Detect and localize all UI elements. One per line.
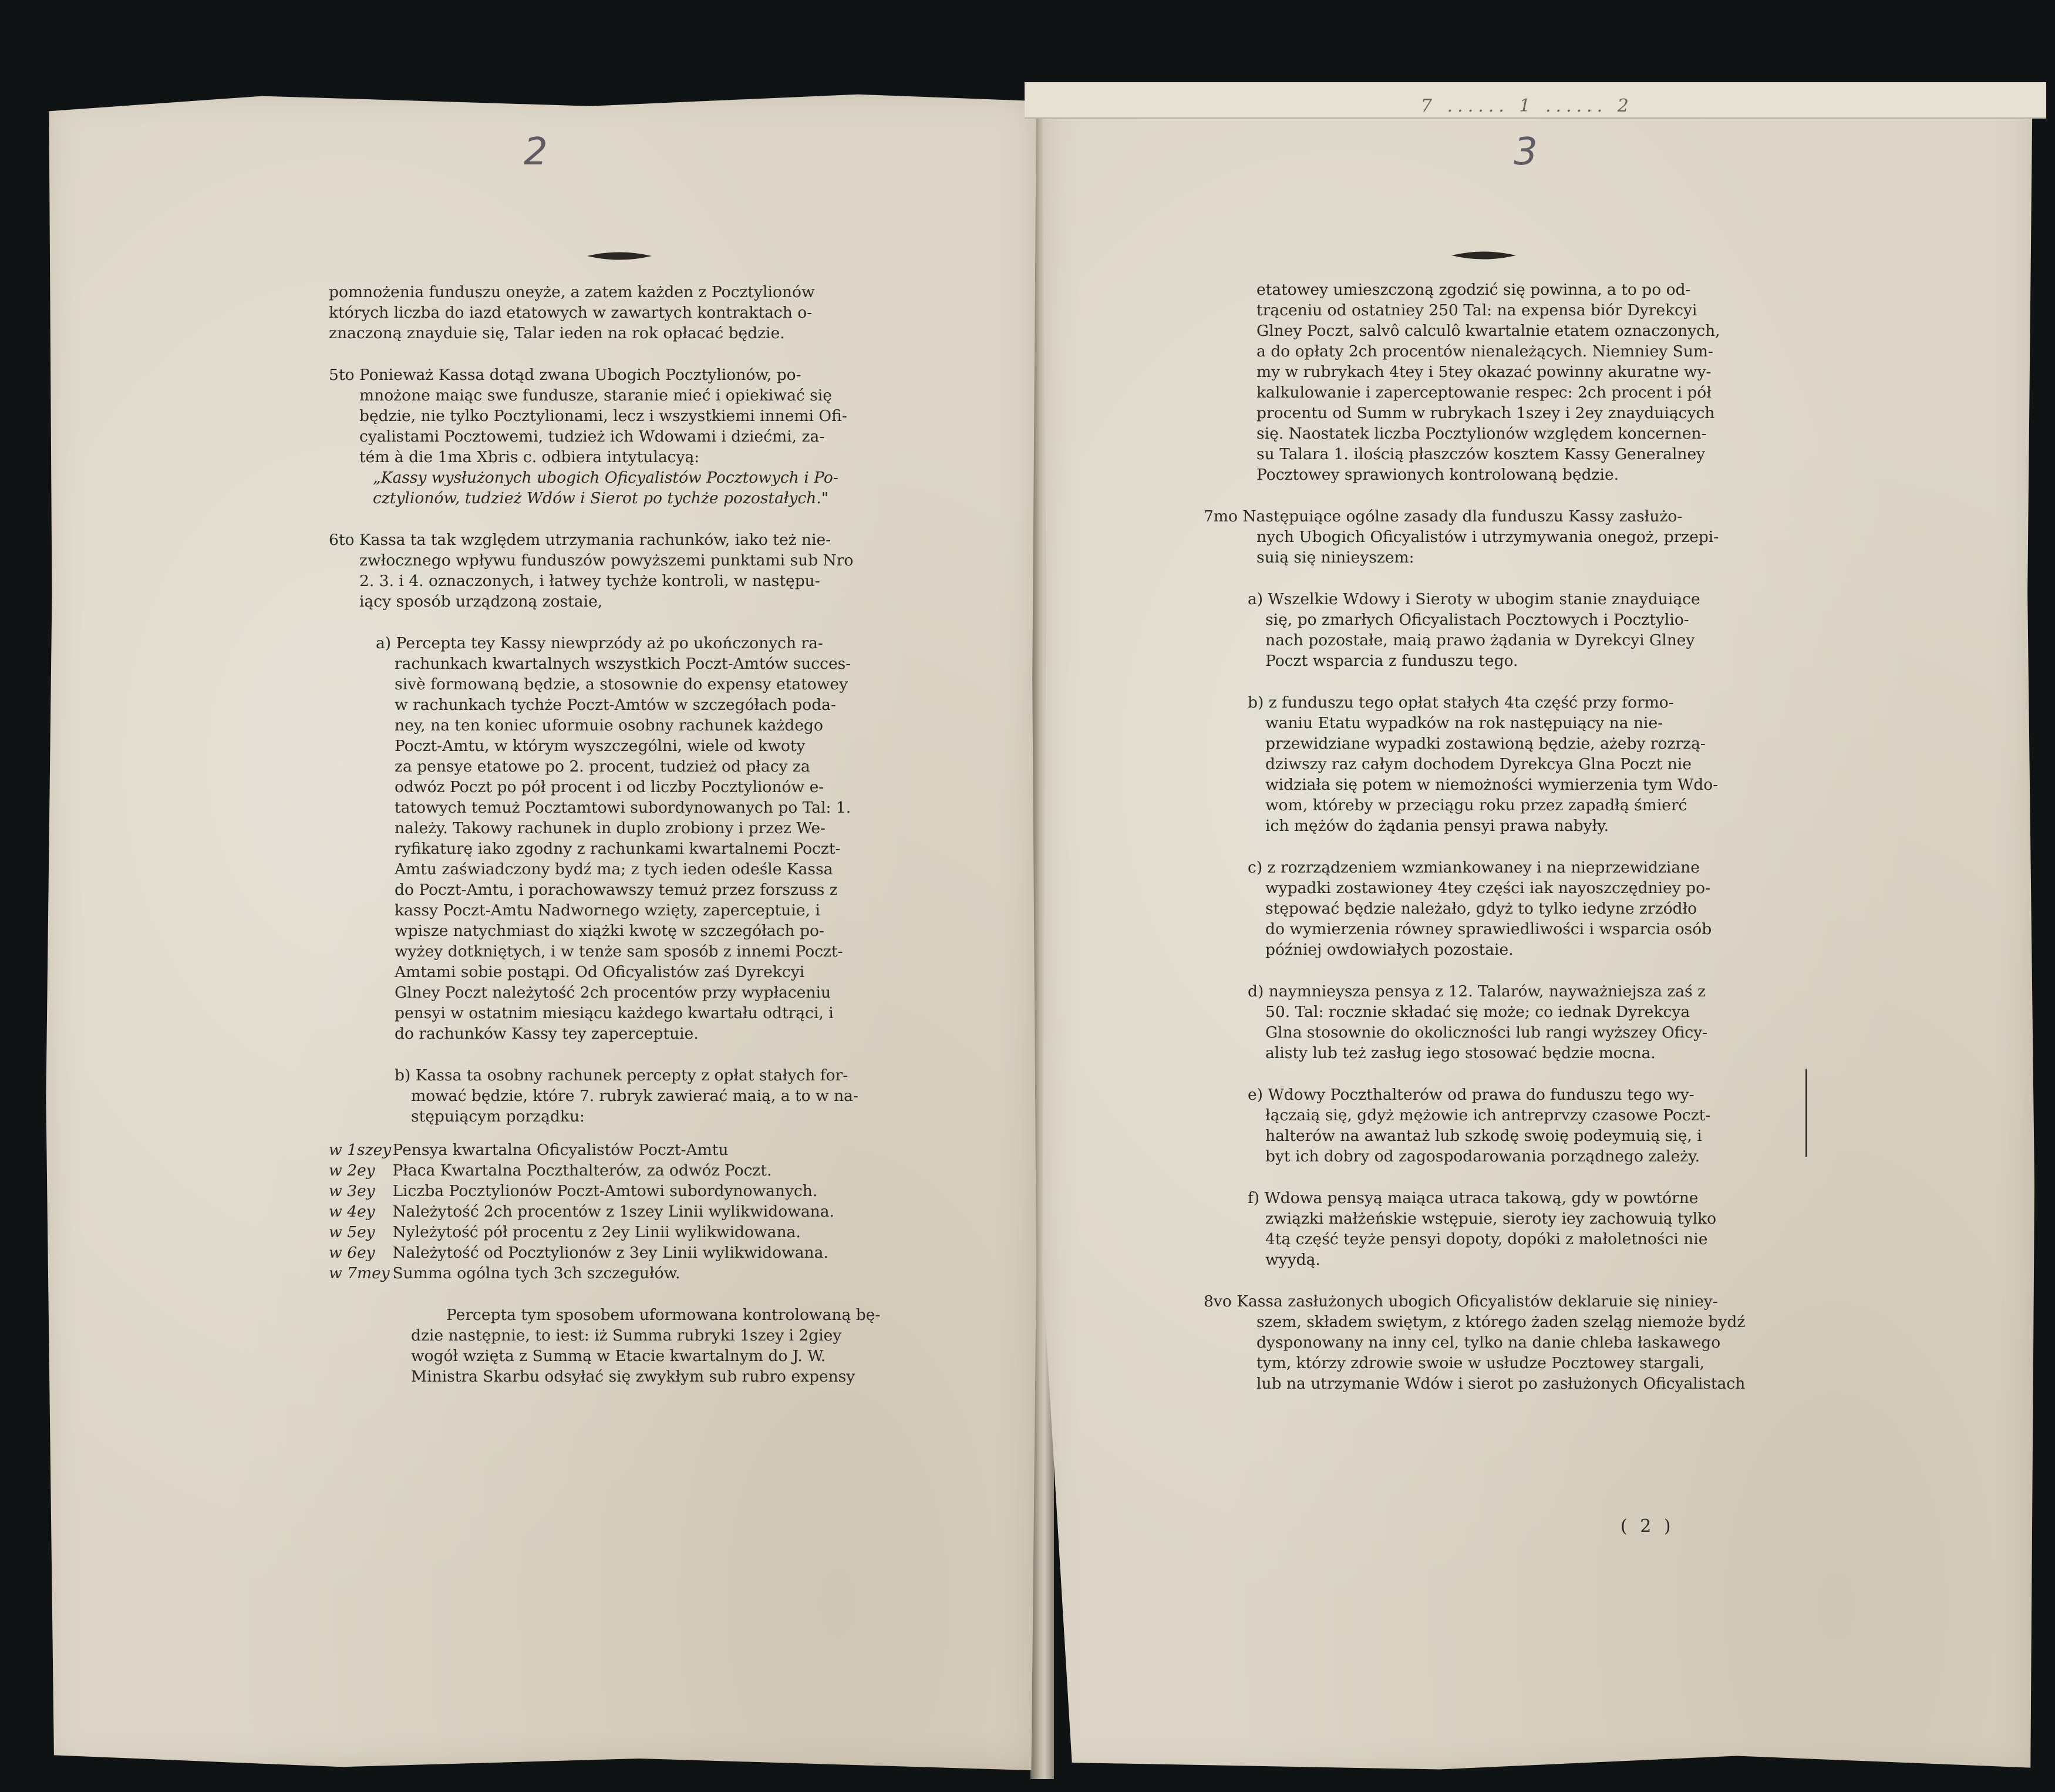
line: kassy Poczt-Amtu Nadwornego wzięty, zaperceptuie, i xyxy=(395,901,820,919)
rubric-row: w 2ey Płaca Kwartalna Poczthalterów, za odwóz Poczt. xyxy=(329,1161,772,1180)
line: rachunkach kwartalnych wszystkich Poczt-Amtów succes- xyxy=(395,655,851,673)
line: cztylionów, tudzież Wdów i Sierot po tychże pozostałych." xyxy=(373,489,828,507)
line: 7mo Następuiące ogólne zasady dla funduszu Kassy zasłużo- xyxy=(1204,507,1683,526)
line: widziała się potem w niemożności wymierzenia tym Wdo- xyxy=(1265,776,1719,794)
line: tatowych temuż Pocztamtowi subordynowanych po Tal: 1. xyxy=(395,799,851,817)
line: 8vo Kassa zasłużonych ubogich Oficyalistów deklaruie się niniey- xyxy=(1204,1292,1718,1311)
line: alisty lub też zasług iego stosować będzie mocna. xyxy=(1265,1044,1656,1062)
page-number-left: 2 xyxy=(524,130,548,174)
line: sivè formowaną będzie, a stosownie do expensy etatowey xyxy=(395,675,848,693)
right-text-column xyxy=(1204,279,1896,1394)
line: Poczt-Amtu, w którym wyszczególni, wiele od kwoty xyxy=(395,737,806,755)
line: dziwszy raz całym dochodem Dyrekcya Glna Poczt nie xyxy=(1265,755,1692,773)
line: su Talara 1. ilością płaszczów kosztem Kassy Generalney xyxy=(1256,445,1706,463)
rubric-row: w 5ey Nyleżytość pół procentu z 2ey Linii wylikwidowana. xyxy=(329,1223,801,1241)
line: wpisze natychmiast do xiążki kwotę w szczegółach po- xyxy=(395,922,824,940)
line: Pocztowey sprawionych kontrolowaną będzie. xyxy=(1256,466,1619,484)
line: cyalistami Pocztowemi, tudzież ich Wdowami i dziećmi, za- xyxy=(359,427,825,446)
line: należy. Takowy rachunek in duplo zrobiony i przez We- xyxy=(395,819,826,837)
line: za pensye etatowe po 2. procent, tudzież od płacy za xyxy=(395,757,810,776)
line: byt ich dobry od zagospodarowania porządnego zależy. xyxy=(1265,1147,1700,1166)
line: tym, którzy zdrowie swoie w usłudze Pocztowey stargali, xyxy=(1256,1354,1705,1372)
line: Poczt wsparcia z funduszu tego. xyxy=(1265,652,1518,670)
line: Glna stosownie do okoliczności lub rangi wyższey Oficy- xyxy=(1265,1023,1708,1042)
line: mować będzie, które 7. rubryk zawierać maią, a to w na- xyxy=(411,1087,858,1105)
line: związki małżeńskie wstępuie, sieroty iey zachowuią tylko xyxy=(1265,1210,1717,1228)
line: wogół wzięta z Summą w Etacie kwartalnym do J. W. xyxy=(411,1347,826,1365)
margin-mark xyxy=(1805,1069,1807,1157)
line: halterów na awantaż lub szkodę swoię podeymuią się, i xyxy=(1265,1127,1702,1145)
line: kalkulowanie i zaperceptowanie respec: 2ch procent i pół xyxy=(1256,383,1712,402)
rubric-row: w 3ey Liczba Pocztylionów Poczt-Amtowi subordynowanych. xyxy=(329,1182,818,1200)
line: których liczba do iazd etatowych w zawartych kontraktach o- xyxy=(329,304,813,322)
line: a) Percepta tey Kassy niewprzódy aż po ukończonych ra- xyxy=(376,634,823,652)
line: do rachunków Kassy tey zaperceptuie. xyxy=(395,1025,699,1043)
line: się, po zmarłych Oficyalistach Pocztowych i Pocztylio- xyxy=(1265,611,1689,629)
line: łączaią się, gdyż mężowie ich antreprvzy czasowe Poczt- xyxy=(1265,1106,1711,1124)
line: 6to Kassa ta tak względem utrzymania rachunków, iako też nie- xyxy=(329,531,831,549)
line: Ministra Skarbu odsyłać się zwykłym sub rubro expensy xyxy=(411,1367,855,1386)
line: wyżey dotkniętych, i w tenże sam sposób z innemi Poczt- xyxy=(395,942,843,961)
line: Percepta tym sposobem uformowana kontrolowaną bę- xyxy=(446,1306,881,1324)
line: pomnożenia funduszu oneyże, a zatem każden z Pocztylionów xyxy=(329,283,815,301)
line: suią się ninieyszem: xyxy=(1256,548,1414,567)
rubric-list xyxy=(329,1140,963,1284)
line: f) Wdowa pensyą maiąca utraca takową, gdy w powtórne xyxy=(1248,1189,1699,1207)
line: a do opłaty 2ch procentów nienależących. Niemniey Sum- xyxy=(1256,342,1713,361)
line: pensyi w ostatnim miesiącu każdego kwartału odtrąci, i xyxy=(395,1004,834,1022)
line: wom, któreby w przeciągu roku przez zapadłą śmierć xyxy=(1265,796,1687,814)
line: Amtami sobie postąpi. Od Oficyalistów zaś Dyrekcyi xyxy=(395,963,805,981)
line: 5to Ponieważ Kassa dotąd zwana Ubogich Pocztylionów, po- xyxy=(329,366,801,384)
line: trąceniu od ostatniey 250 Tal: na expensa biór Dyrekcyi xyxy=(1256,301,1697,319)
line: 4tą część teyże pensyi dopoty, dopóki z małoletności nie xyxy=(1265,1230,1708,1248)
line: iący sposób urządzoną zostaie, xyxy=(359,592,603,611)
line: dzie następnie, to iest: iż Summa rubryki 1szey i 2giey xyxy=(411,1326,842,1345)
line: my w rubrykach 4tey i 5tey okazać powinny akuratne wy- xyxy=(1256,363,1712,381)
line: lub na utrzymanie Wdów i sierot po zasłużonych Oficyalistach xyxy=(1256,1375,1746,1393)
line: „Kassy wysłużonych ubogich Oficyalistów Pocztowych i Po- xyxy=(373,469,838,487)
left-text-column xyxy=(329,282,963,1387)
line: etatowey umieszczoną zgodzić się powinna, a to po od- xyxy=(1256,281,1691,299)
line: w rachunkach tychże Poczt-Amtów w szczegółach poda- xyxy=(395,696,836,714)
line: a) Wszelkie Wdowy i Sieroty w ubogim stanie znayduiące xyxy=(1248,590,1700,608)
line: zwłocznego wpływu funduszów powyższemi punktami sub Nro xyxy=(359,551,854,570)
line: wypadki zostawioney 4tey części iak nayoszczędniey po- xyxy=(1265,879,1711,897)
line: ney, na ten koniec uformuie osobny rachunek każdego xyxy=(395,716,823,735)
page-number-right: 3 xyxy=(1514,130,1538,174)
line: b) Kassa ta osobny rachunek percepty z opłat stałych for- xyxy=(395,1066,848,1084)
rubric-row: w 1szey Pensya kwartalna Oficyalistów Poczt-Amtu xyxy=(329,1141,729,1159)
signature-mark: ( 2 ) xyxy=(1621,1516,1675,1537)
line: będzie, nie tylko Pocztylionami, lecz i wszystkiemi innemi Ofi- xyxy=(359,407,847,425)
line: tém à die 1ma Xbris c. odbiera intytulacyą: xyxy=(359,448,700,466)
line: do wymierzenia równey sprawiedliwości i wsparcia osób xyxy=(1265,920,1712,938)
line: przewidziane wypadki zostawioną będzie, ażeby rozrzą- xyxy=(1265,735,1706,753)
line: 2. 3. i 4. oznaczonych, i łatwey tychże kontroli, w następu- xyxy=(359,572,820,590)
line: stępować będzie należało, gdyż to tylko iedyne zrzódło xyxy=(1265,900,1697,918)
line: do Poczt-Amtu, i porachowawszy temuż przez forszuss z xyxy=(395,881,838,899)
ornament-rule-icon xyxy=(587,250,652,262)
line: nych Ubogich Oficyalistów i utrzymywania onegoż, przepi- xyxy=(1256,528,1719,546)
line: waniu Etatu wypadków na rok następuiący na nie- xyxy=(1265,714,1663,732)
line: b) z funduszu tego opłat stałych 4ta część przy formo- xyxy=(1248,693,1674,712)
line: ryfikaturę iako zgodny z rachunkami kwartalnemi Poczt- xyxy=(395,840,841,858)
line: później owdowiałych pozostaie. xyxy=(1265,941,1514,959)
line: ich mężów do żądania pensyi prawa nabyły. xyxy=(1265,817,1609,835)
ornament-rule-icon xyxy=(1451,249,1516,262)
line: 50. Tal: rocznie składać się może; co iednak Dyrekcya xyxy=(1265,1003,1690,1021)
line: szem, składem swiętym, z którego żaden szeląg niemoże bydź xyxy=(1256,1313,1746,1331)
line: stępuiącym porządku: xyxy=(411,1107,585,1126)
line: e) Wdowy Poczthalterów od prawa do funduszu tego wy- xyxy=(1248,1086,1694,1104)
line: mnożone maiąc swe fundusze, staranie mieć i opiekiwać się xyxy=(359,386,832,405)
rubric-row: w 4ey Należytość 2ch procentów z 1szey Linii wylikwidowana. xyxy=(329,1202,834,1221)
line: Amtu zaświadczony bydź ma; z tych ieden odeśle Kassa xyxy=(395,860,833,878)
line: c) z rozrządzeniem wzmiankowaney i na nieprzewidziane xyxy=(1248,858,1700,877)
line: Glney Poczt należytość 2ch procentów przy wypłaceniu xyxy=(395,983,831,1002)
line: procentu od Summ w rubrykach 1szey i 2ey znayduiących xyxy=(1256,404,1715,422)
line: odwóz Poczt po pół procent i od liczby Pocztylionów e- xyxy=(395,778,824,796)
line: Glney Poczt, salvô calculô kwartalnie etatem oznaczonych, xyxy=(1256,322,1720,340)
line: znaczoną znayduie się, Talar ieden na rok opłacać będzie. xyxy=(329,324,785,342)
line: d) naymnieysza pensya z 12. Talarów, nayważniejsza zaś z xyxy=(1248,982,1706,1001)
rubric-row: w 7mey Summa ogólna tych 3ch szczegułów. xyxy=(329,1264,680,1282)
line: się. Naostatek liczba Pocztylionów względem koncernen- xyxy=(1256,425,1707,443)
rubric-row: w 6ey Należytość od Pocztylionów z 3ey Linii wylikwidowana. xyxy=(329,1244,828,1262)
strip-handwriting: 7 ...... 1 ...... 2 xyxy=(1421,96,1633,116)
line: wyydą. xyxy=(1265,1251,1320,1269)
line: dysponowany na inny cel, tylko na danie chleba łaskawego xyxy=(1256,1333,1721,1352)
line: nach pozostałe, maią prawo żądania w Dyrekcyi Glney xyxy=(1265,631,1695,649)
